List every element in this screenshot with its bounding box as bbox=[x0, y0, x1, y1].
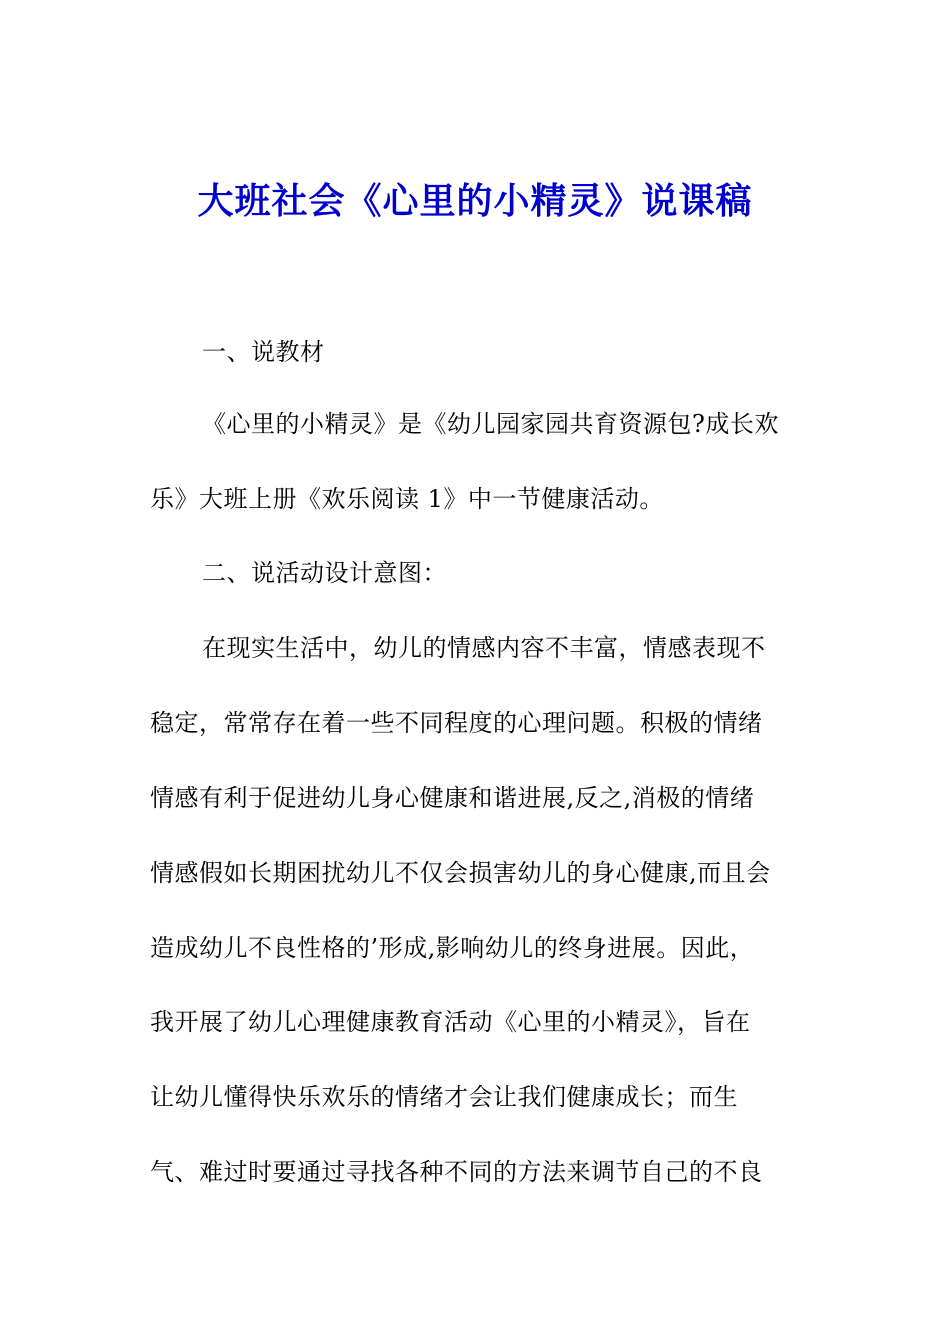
paragraph-line: 情感假如长期困扰幼儿不仅会损害幼儿的身心健康,而且会 bbox=[150, 859, 771, 887]
paragraph-line: 造成幼儿不良性格的’形成,影响幼儿的终身进展。因此， bbox=[150, 934, 755, 962]
paragraph-line: 乐》大班上册《欢乐阅读 1》中一节健康活动。 bbox=[150, 485, 664, 513]
section-heading-1: 一、说教材 bbox=[202, 338, 325, 366]
document-title: 大班社会《心里的小精灵》说课稿 bbox=[197, 181, 753, 222]
paragraph-line: 稳定，常常存在着一些不同程度的心理问题。积极的情绪 bbox=[150, 709, 763, 737]
paragraph-line: 情感有利于促进幼儿身心健康和谐进展,反之,消极的情绪 bbox=[150, 784, 755, 812]
paragraph-line: 《心里的小精灵》是《幼儿园家园共育资源包?成长欢 bbox=[202, 410, 779, 438]
paragraph-line: 我开展了幼儿心理健康教育活动《心里的小精灵》，旨在 bbox=[150, 1008, 751, 1036]
paragraph-line: 气、难过时要通过寻找各种不同的方法来调节自己的不良 bbox=[150, 1158, 763, 1186]
paragraph-line: 让幼儿懂得快乐欢乐的情绪才会让我们健康成长；而生 bbox=[150, 1083, 738, 1111]
section-heading-2: 二、说活动设计意图： bbox=[202, 559, 447, 587]
paragraph-line: 在现实生活中，幼儿的情感内容不丰富，情感表现不 bbox=[202, 634, 766, 662]
